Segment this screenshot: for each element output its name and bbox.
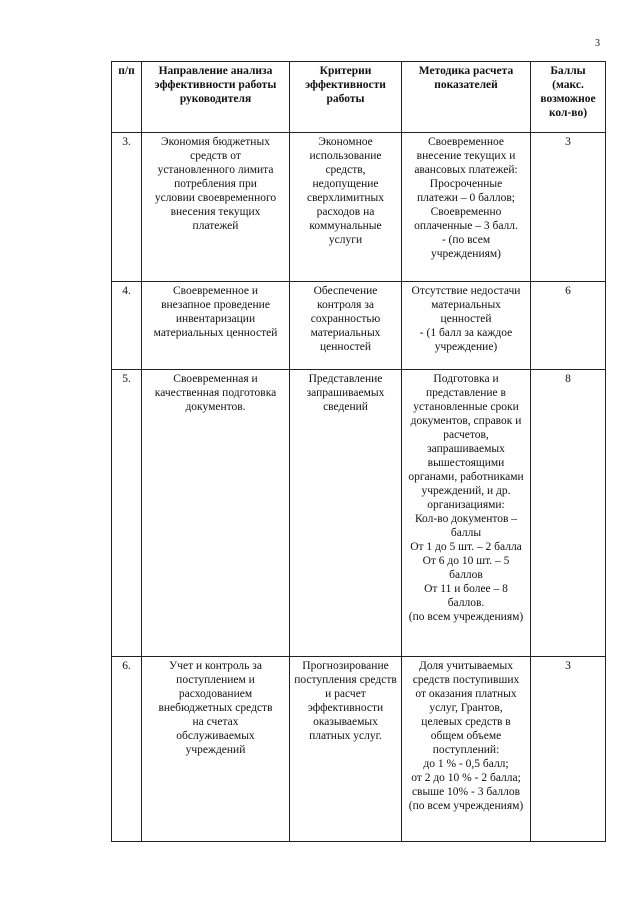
cell-line: условии своевременного — [154, 192, 277, 204]
row-points: 3 — [531, 133, 606, 282]
efficiency-criteria-table — [111, 61, 606, 842]
cell-line: документов. — [185, 401, 246, 413]
cell-line: Обеспечение — [313, 285, 378, 297]
cell-line: - (1 балл за каждое — [419, 327, 513, 339]
cell-line: От 6 до 10 шт. – 5 — [422, 555, 510, 567]
cell-line: расходованием — [178, 688, 253, 700]
cell-line: средств поступивших — [412, 674, 520, 686]
row-points: 8 — [531, 370, 606, 657]
cell-line: целевых средств в — [421, 716, 511, 728]
cell-line: (по всем учреждениям) — [408, 800, 524, 812]
cell-line: кол-во) — [548, 107, 588, 119]
cell-line: (по всем учреждениям) — [408, 611, 524, 623]
cell-line: руководителя — [179, 93, 252, 105]
cell-line: Кол-во документов – — [414, 513, 518, 525]
cell-line: Своевременное — [428, 136, 504, 148]
cell-line: внесения текущих — [170, 206, 261, 218]
cell-line: (макс. — [552, 79, 584, 91]
cell-line: учреждениям) — [431, 248, 501, 260]
table-header-row — [112, 62, 606, 133]
page-number: 3 — [595, 38, 600, 49]
cell-line: органами, работниками — [408, 471, 524, 483]
cell-line: расчетов, — [443, 429, 489, 441]
row-criteria — [290, 282, 402, 370]
cell-line: Методика расчета — [418, 65, 514, 77]
cell-line: учреждение) — [434, 341, 498, 353]
cell-line: Прогнозирование — [302, 660, 389, 672]
cell-line: сверхлимитных — [306, 192, 385, 204]
row-criteria — [290, 133, 402, 282]
cell-line: Своевременная и — [173, 373, 258, 385]
cell-line: и расчет — [325, 688, 366, 700]
cell-line: использование — [309, 150, 382, 162]
row-criteria — [290, 370, 402, 657]
cell-line: документов, справок и — [410, 415, 522, 427]
cell-line: материальных — [431, 299, 501, 311]
cell-line: - (по всем — [441, 234, 491, 246]
row-number: 6. — [112, 657, 142, 842]
header-method — [402, 62, 531, 133]
cell-line: установленные сроки — [413, 401, 519, 413]
cell-line: Учет и контроль за — [169, 660, 262, 672]
cell-line: Подготовка и — [433, 373, 499, 385]
cell-line: сохранностью — [310, 313, 381, 325]
cell-line: Отсутствие недостачи — [411, 285, 521, 297]
row-method — [402, 657, 531, 842]
table-row — [112, 282, 606, 370]
cell-line: коммунальные — [309, 220, 382, 232]
row-criteria — [290, 657, 402, 842]
cell-line: показателей — [434, 79, 498, 91]
cell-line: возможное — [540, 93, 596, 105]
cell-line: запрашиваемых — [306, 387, 385, 399]
cell-line: потребления при — [174, 178, 257, 190]
cell-line: внебюджетных средств — [158, 702, 273, 714]
row-direction — [142, 133, 290, 282]
row-method — [402, 133, 531, 282]
cell-line: учреждений — [185, 744, 246, 756]
cell-line: баллы — [450, 527, 482, 539]
cell-line: на счетах — [192, 716, 239, 728]
cell-line: От 11 и более – 8 — [424, 583, 508, 595]
cell-line: организациями: — [427, 499, 505, 511]
row-number: 5. — [112, 370, 142, 657]
cell-line: до 1 % - 0,5 балл; — [423, 758, 509, 770]
cell-line: учреждений, и др. — [421, 485, 511, 497]
cell-line: оказываемых — [313, 716, 378, 728]
cell-line: средств от — [190, 150, 241, 162]
cell-line: поступления средств — [294, 674, 397, 686]
row-direction — [142, 282, 290, 370]
cell-line: ценностей — [320, 341, 371, 353]
cell-line: недопущение — [312, 178, 379, 190]
cell-line: услуги — [328, 234, 363, 246]
cell-line: свыше 10% - 3 баллов — [411, 786, 521, 798]
cell-line: оплаченные – 3 балл. — [414, 220, 518, 232]
cell-line: Экономия бюджетных — [161, 136, 270, 148]
cell-line: от 2 до 10 % - 2 балла; — [411, 772, 521, 784]
row-number: 3. — [112, 133, 142, 282]
row-method — [402, 370, 531, 657]
cell-line: эффективности работы — [154, 79, 277, 91]
cell-line: запрашиваемых — [427, 443, 505, 455]
cell-line: сведений — [323, 401, 368, 413]
cell-line: Просроченные — [429, 178, 503, 190]
cell-line: работы — [326, 93, 365, 105]
cell-line: От 1 до 5 шт. – 2 балла — [410, 541, 522, 553]
cell-line: Критерии — [319, 65, 372, 77]
row-direction — [142, 657, 290, 842]
cell-line: от оказания платных — [415, 688, 517, 700]
cell-line: качественная подготовка — [154, 387, 277, 399]
cell-line: инвентаризации — [175, 313, 256, 325]
cell-line: Экономное — [318, 136, 373, 148]
cell-line: платежей — [192, 220, 239, 232]
cell-line: внесение текущих и — [416, 150, 516, 162]
table-row — [112, 133, 606, 282]
cell-line: контроля за — [317, 299, 374, 311]
cell-line: внезапное проведение — [161, 299, 270, 311]
cell-line: Направление анализа — [158, 65, 273, 77]
cell-line: Баллы — [550, 65, 586, 77]
header-criteria — [290, 62, 402, 133]
table-row — [112, 370, 606, 657]
header-direction — [142, 62, 290, 133]
cell-line: материальных ценностей — [153, 327, 278, 339]
cell-line: средств, — [325, 164, 366, 176]
cell-line: эффективности — [305, 79, 386, 91]
header-num: п/п — [112, 62, 142, 133]
cell-line: установленного лимита — [157, 164, 274, 176]
cell-line: Доля учитываемых — [418, 660, 514, 672]
cell-line: Своевременное и — [172, 285, 258, 297]
cell-line: баллов — [449, 569, 483, 581]
table-row — [112, 657, 606, 842]
cell-line: эффективности — [307, 702, 384, 714]
cell-line: представление в — [426, 387, 506, 399]
row-direction — [142, 370, 290, 657]
row-number: 4. — [112, 282, 142, 370]
cell-line: общем объеме — [430, 730, 502, 742]
row-points: 6 — [531, 282, 606, 370]
row-points: 3 — [531, 657, 606, 842]
cell-line: платежи – 0 баллов; — [417, 192, 515, 204]
cell-line: Своевременно — [430, 206, 502, 218]
row-method — [402, 282, 531, 370]
cell-line: баллов. — [447, 597, 485, 609]
cell-line: обслуживаемых — [176, 730, 255, 742]
header-points — [531, 62, 606, 133]
cell-line: материальных — [310, 327, 381, 339]
cell-line: Представление — [308, 373, 383, 385]
cell-line: поступлений: — [432, 744, 500, 756]
cell-line: расходов на — [316, 206, 375, 218]
cell-line: поступлением и — [176, 674, 255, 686]
cell-line: платных услуг. — [309, 730, 382, 742]
cell-line: авансовых платежей: — [414, 164, 518, 176]
cell-line: вышестоящими — [427, 457, 505, 469]
cell-line: услуг, Грантов, — [429, 702, 503, 714]
cell-line: ценностей — [440, 313, 492, 325]
